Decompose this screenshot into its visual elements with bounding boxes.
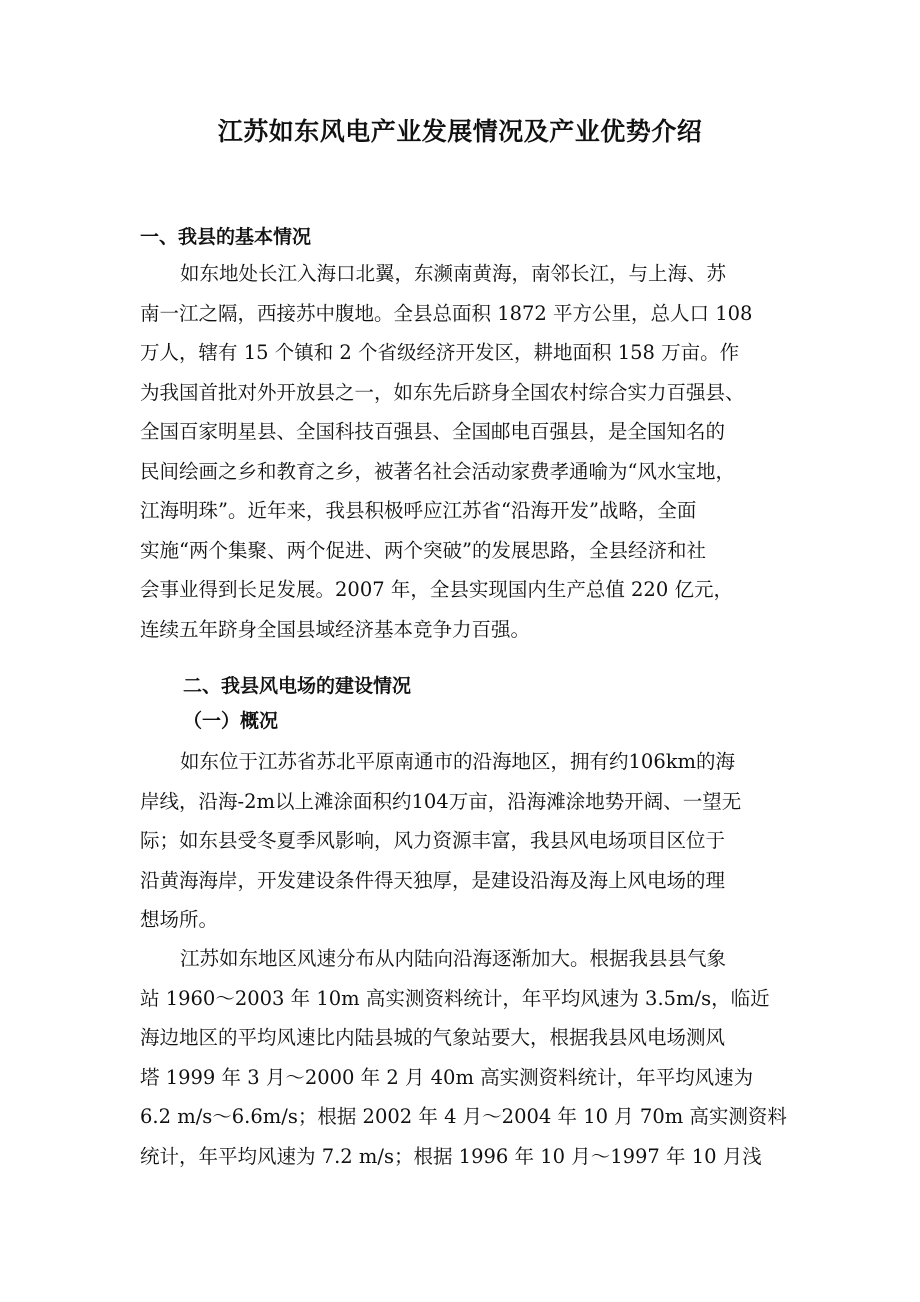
paragraph-line: 南一江之隔，西接苏中腹地。全县总面积 1872 平方公里，总人口 108	[140, 301, 753, 325]
paragraph-wind-speed	[140, 939, 787, 1176]
paragraph-overview-location	[140, 742, 780, 940]
paragraph-line: 站 1960～2003 年 10m 高实测资料统计，年平均风速为 3.5m/s，临近	[140, 986, 770, 1010]
paragraph-line: 民间绘画之乡和教育之乡，被著名社会活动家费孝通喻为“风水宝地，	[140, 459, 735, 483]
paragraph-line: 全国百家明星县、全国科技百强县、全国邮电百强县，是全国知名的	[140, 420, 726, 443]
paragraph-line: 海边地区的平均风速比内陆县城的气象站要大，根据我县风电场测风	[140, 1026, 726, 1049]
paragraph-line: 统计，年平均风速为 7.2 m/s；根据 1996 年 10 月～1997 年 10 月浅	[140, 1144, 762, 1168]
paragraph-line: 江海明珠”。近年来，我县积极呼应江苏省“沿海开发”战略，全面	[140, 499, 697, 522]
subsection-heading-overview: （一）概况	[183, 710, 279, 732]
paragraph-line: 江苏如东地区风速分布从内陆向沿海逐渐加大。根据我县县气象	[180, 947, 727, 970]
paragraph-line: 岸线，沿海-2m以上滩涂面积约104万亩，沿海滩涂地势开阔、一望无	[140, 789, 742, 813]
section-heading-wind-farm: 二、我县风电场的建设情况	[183, 675, 412, 697]
paragraph-line: 实施“两个集聚、两个促进、两个突破”的发展思路，全县经济和社	[140, 538, 706, 562]
paragraph-line: 沿黄海海岸，开发建设条件得天独厚，是建设沿海及海上风电场的理	[140, 868, 726, 892]
document-title: 江苏如东风电产业发展情况及产业优势介绍	[217, 117, 703, 146]
paragraph-line: 如东位于江苏省苏北平原南通市的沿海地区，拥有约106km的海	[180, 750, 736, 773]
paragraph-line: 如东地处长江入海口北翼，东濒南黄海，南邻长江，与上海、苏	[180, 262, 727, 285]
paragraph-line: 6.2 m/s～6.6m/s；根据 2002 年 4 月～2004 年 10 月 70m 高实测资料	[140, 1105, 787, 1128]
paragraph-line: 万人，辖有 15 个镇和 2 个省级经济开发区，耕地面积 158 万亩。作	[140, 341, 740, 364]
paragraph-line: 连续五年跻身全国县域经济基本竞争力百强。	[140, 617, 531, 641]
section-heading-basic-info: 一、我县的基本情况	[140, 226, 312, 248]
paragraph-line: 为我国首批对外开放县之一，如东先后跻身全国农村综合实力百强县、	[140, 380, 745, 404]
paragraph-line: 会事业得到长足发展。2007 年，全县实现国内生产总值 220 亿元，	[140, 578, 733, 601]
paragraph-line: 际；如东县受冬夏季风影响，风力资源丰富，我县风电场项目区位于	[140, 829, 726, 852]
paragraph-line: 想场所。	[140, 908, 219, 931]
paragraph-basic-info	[140, 254, 780, 649]
paragraph-line: 塔 1999 年 3 月～2000 年 2 月 40m 高实测资料统计，年平均风速为	[140, 1065, 754, 1089]
